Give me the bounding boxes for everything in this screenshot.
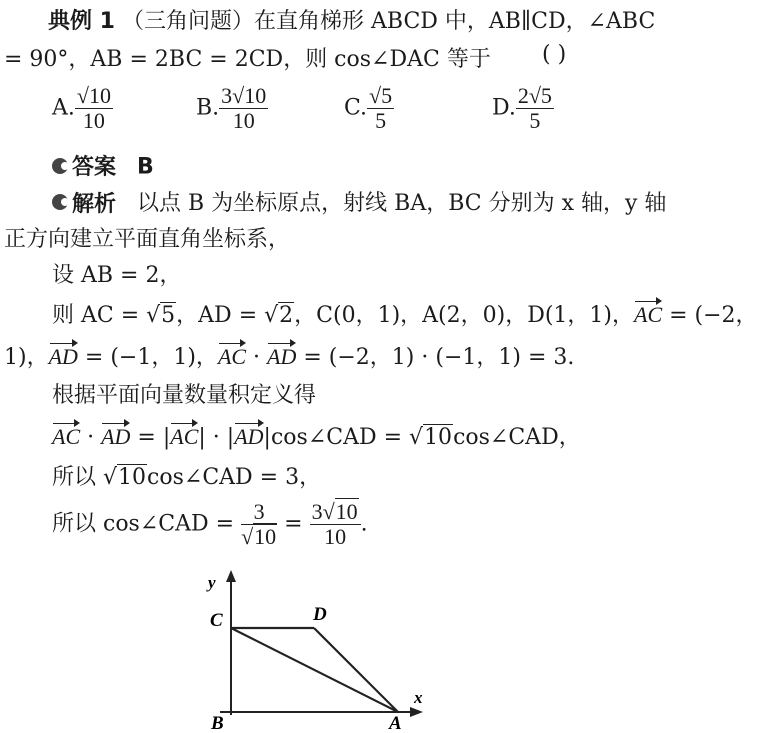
option-fraction: $\frac{√5}{5}$	[369, 83, 393, 134]
point-b-label: B	[211, 713, 224, 733]
vector-ad: AD	[267, 344, 297, 369]
axis-y-label: y	[208, 573, 216, 592]
answer-tag: 答案	[52, 150, 116, 181]
example-stem-1: 在直角梯形 ABCD 中，AB∥CD，∠ABC	[253, 9, 656, 34]
example-label: 典例 1	[48, 9, 115, 34]
answer-marker-icon	[52, 158, 68, 174]
segment-ca	[231, 628, 398, 712]
point-c-label: C	[210, 610, 223, 631]
option-d	[492, 84, 554, 133]
vector-ac: AC	[634, 302, 663, 327]
axis-x-label: x	[414, 688, 423, 707]
answer-line	[52, 150, 154, 181]
vector-ad: AD	[48, 344, 78, 369]
analysis-line1: 解析 以点 B 为坐标原点，射线 BA，BC 分别为 x 轴，y 轴	[52, 186, 666, 218]
vector-ac: AC	[52, 424, 81, 449]
option-fraction: $\frac{2√5}{5}$	[517, 83, 552, 134]
segment-da	[314, 628, 398, 712]
option-c	[344, 84, 394, 133]
answer-bracket: ( )	[542, 42, 567, 67]
analysis-marker-icon	[52, 194, 68, 210]
point-d-label: D	[313, 604, 327, 625]
example-topic: （三角问题）	[121, 9, 254, 34]
example-stem-2: = 90°，AB = 2BC = 2CD，则 cos∠DAC 等于	[4, 47, 491, 72]
option-letter: C.	[344, 95, 368, 121]
example-stem-line2	[4, 42, 491, 73]
example-stem-line1	[48, 4, 655, 35]
analysis-line4: 则 AC = √5，AD = √2，C(0，1)，A(2，0)，D(1，1)，AC = (−2，	[52, 302, 758, 328]
analysis-line5: 1)，AD = (−1，1)，AC · AD = (−2，1) · (−1，1) = 3.	[4, 344, 575, 370]
option-letter: A.	[52, 95, 75, 121]
option-letter: B.	[196, 95, 220, 121]
answer-value: B	[137, 154, 154, 180]
y-axis-arrow-icon	[226, 570, 236, 582]
point-a-label: A	[389, 713, 402, 733]
option-letter: D.	[492, 95, 516, 121]
option-fraction: $\frac{√10}{10}$	[76, 83, 111, 134]
analysis-tag: 解析	[52, 187, 116, 218]
option-b	[196, 84, 268, 133]
vector-ad: AD	[234, 424, 264, 449]
x-axis-arrow-icon	[410, 707, 423, 717]
option-a	[52, 84, 113, 133]
vector-ad: AD	[101, 424, 131, 449]
analysis-line2: 正方向建立平面直角坐标系，	[4, 227, 291, 252]
analysis-line8: 所以 √10cos∠CAD = 3，	[52, 465, 322, 490]
analysis-line9: 所以 cos∠CAD = $\frac{3}{√10}$ = $\frac{3√10}{10}$ .	[52, 499, 368, 550]
option-fraction: $\frac{3√10}{10}$	[221, 83, 267, 134]
analysis-line3: 设 AB = 2，	[52, 263, 182, 288]
vector-ac: AC	[217, 344, 247, 369]
vector-ac: AC	[170, 424, 199, 449]
analysis-line6: 根据平面向量数量积定义得	[52, 383, 317, 408]
analysis-line7: AC · AD = |AC| · |AD|cos∠CAD = √10cos∠CAD，	[52, 424, 581, 450]
